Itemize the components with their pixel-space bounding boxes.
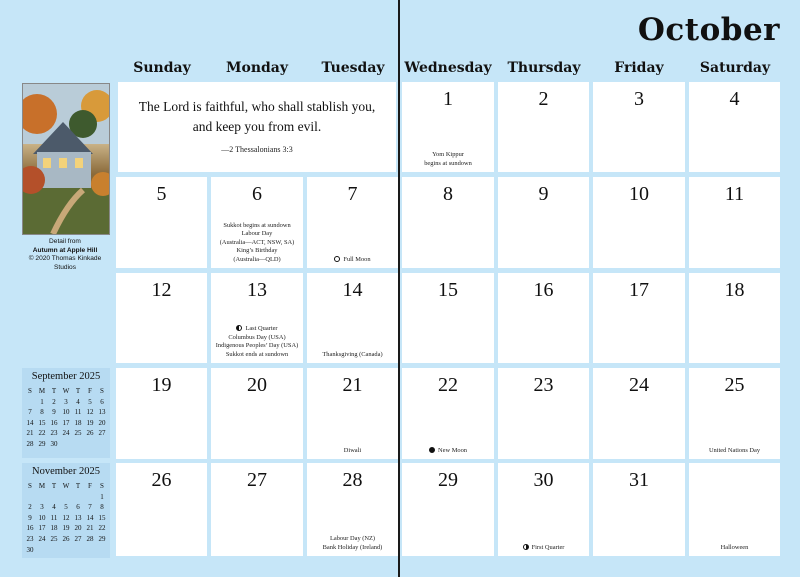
mini-calendar-date: 7 [88,503,92,512]
mini-calendar-date: 18 [50,524,58,533]
caption-studio: Studios [54,263,76,271]
weekday-tuesday: Tuesday [321,60,385,76]
mini-calendar-date: 23 [26,535,34,543]
mini-calendar-date: 17 [62,418,70,427]
mini-calendar-week [24,503,108,513]
day-cell[interactable] [593,82,685,172]
month-title: October [637,12,780,48]
moon-phase-icon [236,325,242,331]
day-number: 20 [247,374,267,396]
mini-calendar-date: 15 [38,418,46,427]
mini-calendar-date: 2 [28,503,32,512]
mini-calendar-date: 12 [86,408,94,417]
day-number: 15 [438,279,458,301]
day-cell[interactable] [689,273,780,363]
mini-calendar-date: 29 [38,440,46,448]
mini-calendar-date: 12 [62,513,70,522]
mini-calendar-date: 27 [74,535,82,543]
day-cell[interactable] [402,82,494,172]
day-cell[interactable] [593,177,685,268]
mini-calendar-date: 6 [100,397,104,406]
mini-calendar-date: 24 [38,535,46,543]
day-number: 5 [156,183,167,205]
mini-calendar-date: 11 [50,513,58,522]
mini-calendar-date: 19 [62,524,70,533]
moon-phase-icon [429,447,435,453]
day-number: 25 [724,374,745,396]
day-notes [691,544,778,552]
mini-calendar-week [24,546,108,556]
mini-calendar-date: 23 [50,429,58,438]
note-text: Full Moon [343,255,371,263]
mini-calendar-date: S [28,387,32,395]
day-notes [213,222,301,264]
day-number: 27 [247,469,267,491]
day-cell[interactable] [498,463,589,556]
day-cell[interactable] [498,82,589,172]
mini-calendar-date: 3 [64,397,68,406]
day-cell[interactable] [307,177,398,268]
mini-calendar-date: 30 [26,545,34,554]
artwork-image [22,83,110,235]
day-number: 18 [724,279,745,301]
mini-calendar-date: 16 [26,524,34,533]
day-number: 22 [438,374,458,396]
mini-calendar-date: 20 [98,418,106,427]
day-cell[interactable] [593,368,685,459]
day-cell[interactable] [116,368,207,459]
day-cell[interactable] [116,273,207,363]
mini-calendar-date: S [100,387,104,395]
house-painting-icon [23,84,109,234]
mini-calendar-date: 14 [26,418,34,427]
day-cell[interactable] [593,463,685,556]
note-line [309,256,396,264]
note-line [309,351,396,359]
mini-calendar-date: 4 [52,503,56,512]
note-text: Labour Day [241,230,273,238]
day-cell[interactable] [402,368,494,459]
mini-calendar-date: 10 [38,513,46,522]
day-number: 23 [533,374,554,396]
note-text: United Nations Day [708,446,761,454]
day-cell[interactable] [116,463,207,556]
mini-calendar-date: 25 [50,535,58,543]
mini-calendar-header [24,387,108,397]
note-line [213,334,301,342]
day-number: 4 [729,88,740,110]
note-line [213,239,301,247]
day-number: 19 [151,374,172,396]
mini-calendar-date: 7 [28,408,32,417]
mini-calendar-date: 22 [38,429,46,438]
weekday-monday: Monday [225,60,288,76]
mini-calendar-date: 21 [86,524,94,533]
mini-calendar-november [22,463,110,558]
day-cell[interactable] [498,368,589,459]
note-text: First Quarter [531,543,565,551]
mini-calendar-title: November 2025 [32,466,100,477]
day-cell[interactable] [307,463,398,556]
mini-calendar-date: S [100,482,104,490]
mini-calendar-week [24,535,108,545]
mini-calendar-date: 13 [98,408,106,417]
day-number: 3 [634,88,644,110]
mini-calendar-week [24,398,108,408]
note-line [309,535,396,543]
mini-calendar-date: 14 [86,513,94,522]
day-notes [404,447,492,455]
mini-calendar-september [22,368,110,458]
mini-calendar-date: 4 [76,397,80,406]
mini-calendar-date: S [28,482,32,490]
caption-title: Autumn at Apple Hill [32,246,98,254]
mini-calendar-date: 9 [28,513,32,522]
note-line [500,544,587,552]
mini-calendar-date: 26 [62,535,70,543]
weekday-saturday: Saturday [699,60,771,76]
note-text: King’s Birthday [236,247,278,255]
mini-calendar-week [24,419,108,429]
note-line [309,447,396,455]
mini-calendar-date: 20 [74,524,82,533]
note-line [213,222,301,230]
mini-calendar-date: T [51,387,57,395]
day-notes [691,447,778,455]
note-line [404,160,492,168]
day-cell[interactable] [689,177,780,268]
day-cell[interactable] [498,177,589,268]
mini-calendar-date: 10 [62,408,70,417]
day-notes [309,351,396,359]
quote-reference: —2 Thessalonians 3:3 [221,145,293,154]
mini-calendar-date: 13 [74,513,82,522]
day-number: 24 [629,374,649,396]
mini-calendar-date: 30 [50,440,58,448]
day-cell[interactable] [211,463,303,556]
mini-calendar-date: 26 [86,429,94,438]
day-number: 16 [533,279,554,301]
note-text: Thanksgiving (Canada) [322,350,383,358]
day-number: 7 [347,183,358,205]
day-cell[interactable] [689,463,780,556]
day-number: 28 [342,469,363,491]
mini-calendar-header [24,482,108,492]
mini-calendar-title: September 2025 [31,371,101,382]
note-line [691,544,778,552]
note-line [213,325,301,333]
moon-phase-icon [334,256,340,262]
note-line [213,230,301,238]
day-number: 21 [342,374,363,396]
day-notes [309,256,396,264]
caption-copyright: © 2020 Thomas Kinkade [28,255,102,263]
day-number: 11 [724,183,745,205]
mini-calendar-date: T [75,387,81,395]
mini-calendar-date: 18 [74,418,82,427]
mini-calendar-date: 27 [98,429,106,438]
mini-calendar-date: 1 [100,492,104,501]
note-line [213,256,301,264]
mini-calendar-date: 19 [86,418,94,427]
mini-calendar-date: 9 [52,408,56,417]
day-cell[interactable] [211,177,303,268]
note-text: Bank Holiday (Ireland) [322,543,383,551]
mini-calendar-date: 24 [62,429,70,438]
weekday-friday: Friday [614,60,664,76]
note-line [213,351,301,359]
note-text: Sukkot ends at sundown [225,350,289,358]
day-cell[interactable] [593,273,685,363]
day-cell[interactable] [402,463,494,556]
note-text: (Australia—ACT, NSW, SA) [219,238,295,246]
day-cell[interactable] [211,368,303,459]
note-text: Indigenous Peoples’ Day (USA) [215,342,299,350]
quote-line-1: The Lord is faithful, who shall stablish you, [138,99,376,114]
mini-calendar-date: F [88,482,92,490]
mini-calendar-date: 21 [26,429,34,438]
mini-calendar-date: F [88,387,92,395]
moon-phase-icon [523,544,529,550]
day-cell[interactable] [402,273,494,363]
mini-calendar-week [24,514,108,524]
mini-calendar-date: 28 [26,440,34,448]
note-text: begins at sundown [424,159,472,167]
mini-calendar-week [24,493,108,503]
note-line [309,544,396,552]
mini-calendar-date: W [62,387,70,395]
mini-calendar-date: M [38,387,46,395]
day-cell[interactable] [689,82,780,172]
day-cell[interactable] [498,273,589,363]
mini-calendar-date: 16 [50,418,58,427]
mini-calendar-date: 17 [38,524,46,533]
day-cell[interactable] [116,177,207,268]
mini-calendar-date: T [75,482,81,490]
day-notes [309,535,396,552]
note-text: (Australia—QLD) [233,255,281,263]
weekday-sunday: Sunday [133,60,191,76]
day-number: 30 [533,469,554,491]
note-text: Sukkot begins at sundown [223,221,291,229]
day-number: 26 [151,469,172,491]
day-number: 29 [438,469,458,491]
weekday-thursday: Thursday [507,60,581,76]
day-number: 13 [247,279,267,301]
mini-calendar-date: 28 [86,535,94,543]
mini-calendar-date: 25 [74,429,82,438]
day-notes [404,151,492,168]
mini-calendar-date: 5 [64,503,68,512]
note-line [213,342,301,350]
note-line [404,151,492,159]
mini-calendar-date: T [51,482,57,490]
note-text: Diwali [343,446,362,454]
mini-calendar-date: 15 [98,513,106,522]
mini-calendar-week [24,408,108,418]
day-notes [500,544,587,552]
mini-calendar-date: M [38,482,46,490]
day-number: 14 [342,279,363,301]
scripture-quote [118,82,396,172]
note-text: Yom Kippur [432,151,464,159]
mini-calendar-date: 11 [74,408,82,417]
day-notes [213,325,301,359]
note-text: Last Quarter [245,325,278,333]
mini-calendar-date: 8 [40,408,44,417]
day-cell[interactable] [307,273,398,363]
note-text: Columbus Day (USA) [228,333,286,341]
mini-calendar-date: 29 [98,535,106,543]
note-text: Labour Day (NZ) [329,535,376,543]
day-number: 12 [151,279,172,301]
mini-calendar-date: 5 [88,397,92,406]
mini-calendar-date: 22 [98,524,106,533]
day-number: 8 [443,183,453,205]
day-cell[interactable] [689,368,780,459]
caption-detail: Detail from [49,238,81,245]
note-line [404,447,492,455]
calendar-spine [398,0,400,577]
weekday-wednesday: Wednesday [404,60,492,76]
day-number: 2 [538,88,549,110]
note-line [213,247,301,255]
note-line [691,447,778,455]
day-number: 9 [538,183,549,205]
day-cell[interactable] [402,177,494,268]
mini-calendar-date: 2 [52,397,56,406]
quote-line-2: and keep you from evil. [192,119,322,134]
day-number: 17 [629,279,649,301]
mini-calendar-date: 1 [40,397,44,406]
day-notes [309,447,396,455]
mini-calendar-date: 6 [76,503,80,512]
mini-calendar-week [24,524,108,534]
note-text: Halloween [720,543,749,551]
day-cell[interactable] [211,273,303,363]
artwork-caption [18,238,112,272]
mini-calendar-date: W [62,482,70,490]
mini-calendar-date: 8 [100,503,104,512]
day-cell[interactable] [307,368,398,459]
day-number: 1 [443,88,453,110]
day-number: 31 [629,469,649,491]
day-number: 10 [629,183,649,205]
day-number: 6 [252,183,262,205]
note-text: New Moon [438,446,467,454]
mini-calendar-week [24,440,108,450]
mini-calendar-week [24,429,108,439]
mini-calendar-date: 3 [40,503,44,512]
